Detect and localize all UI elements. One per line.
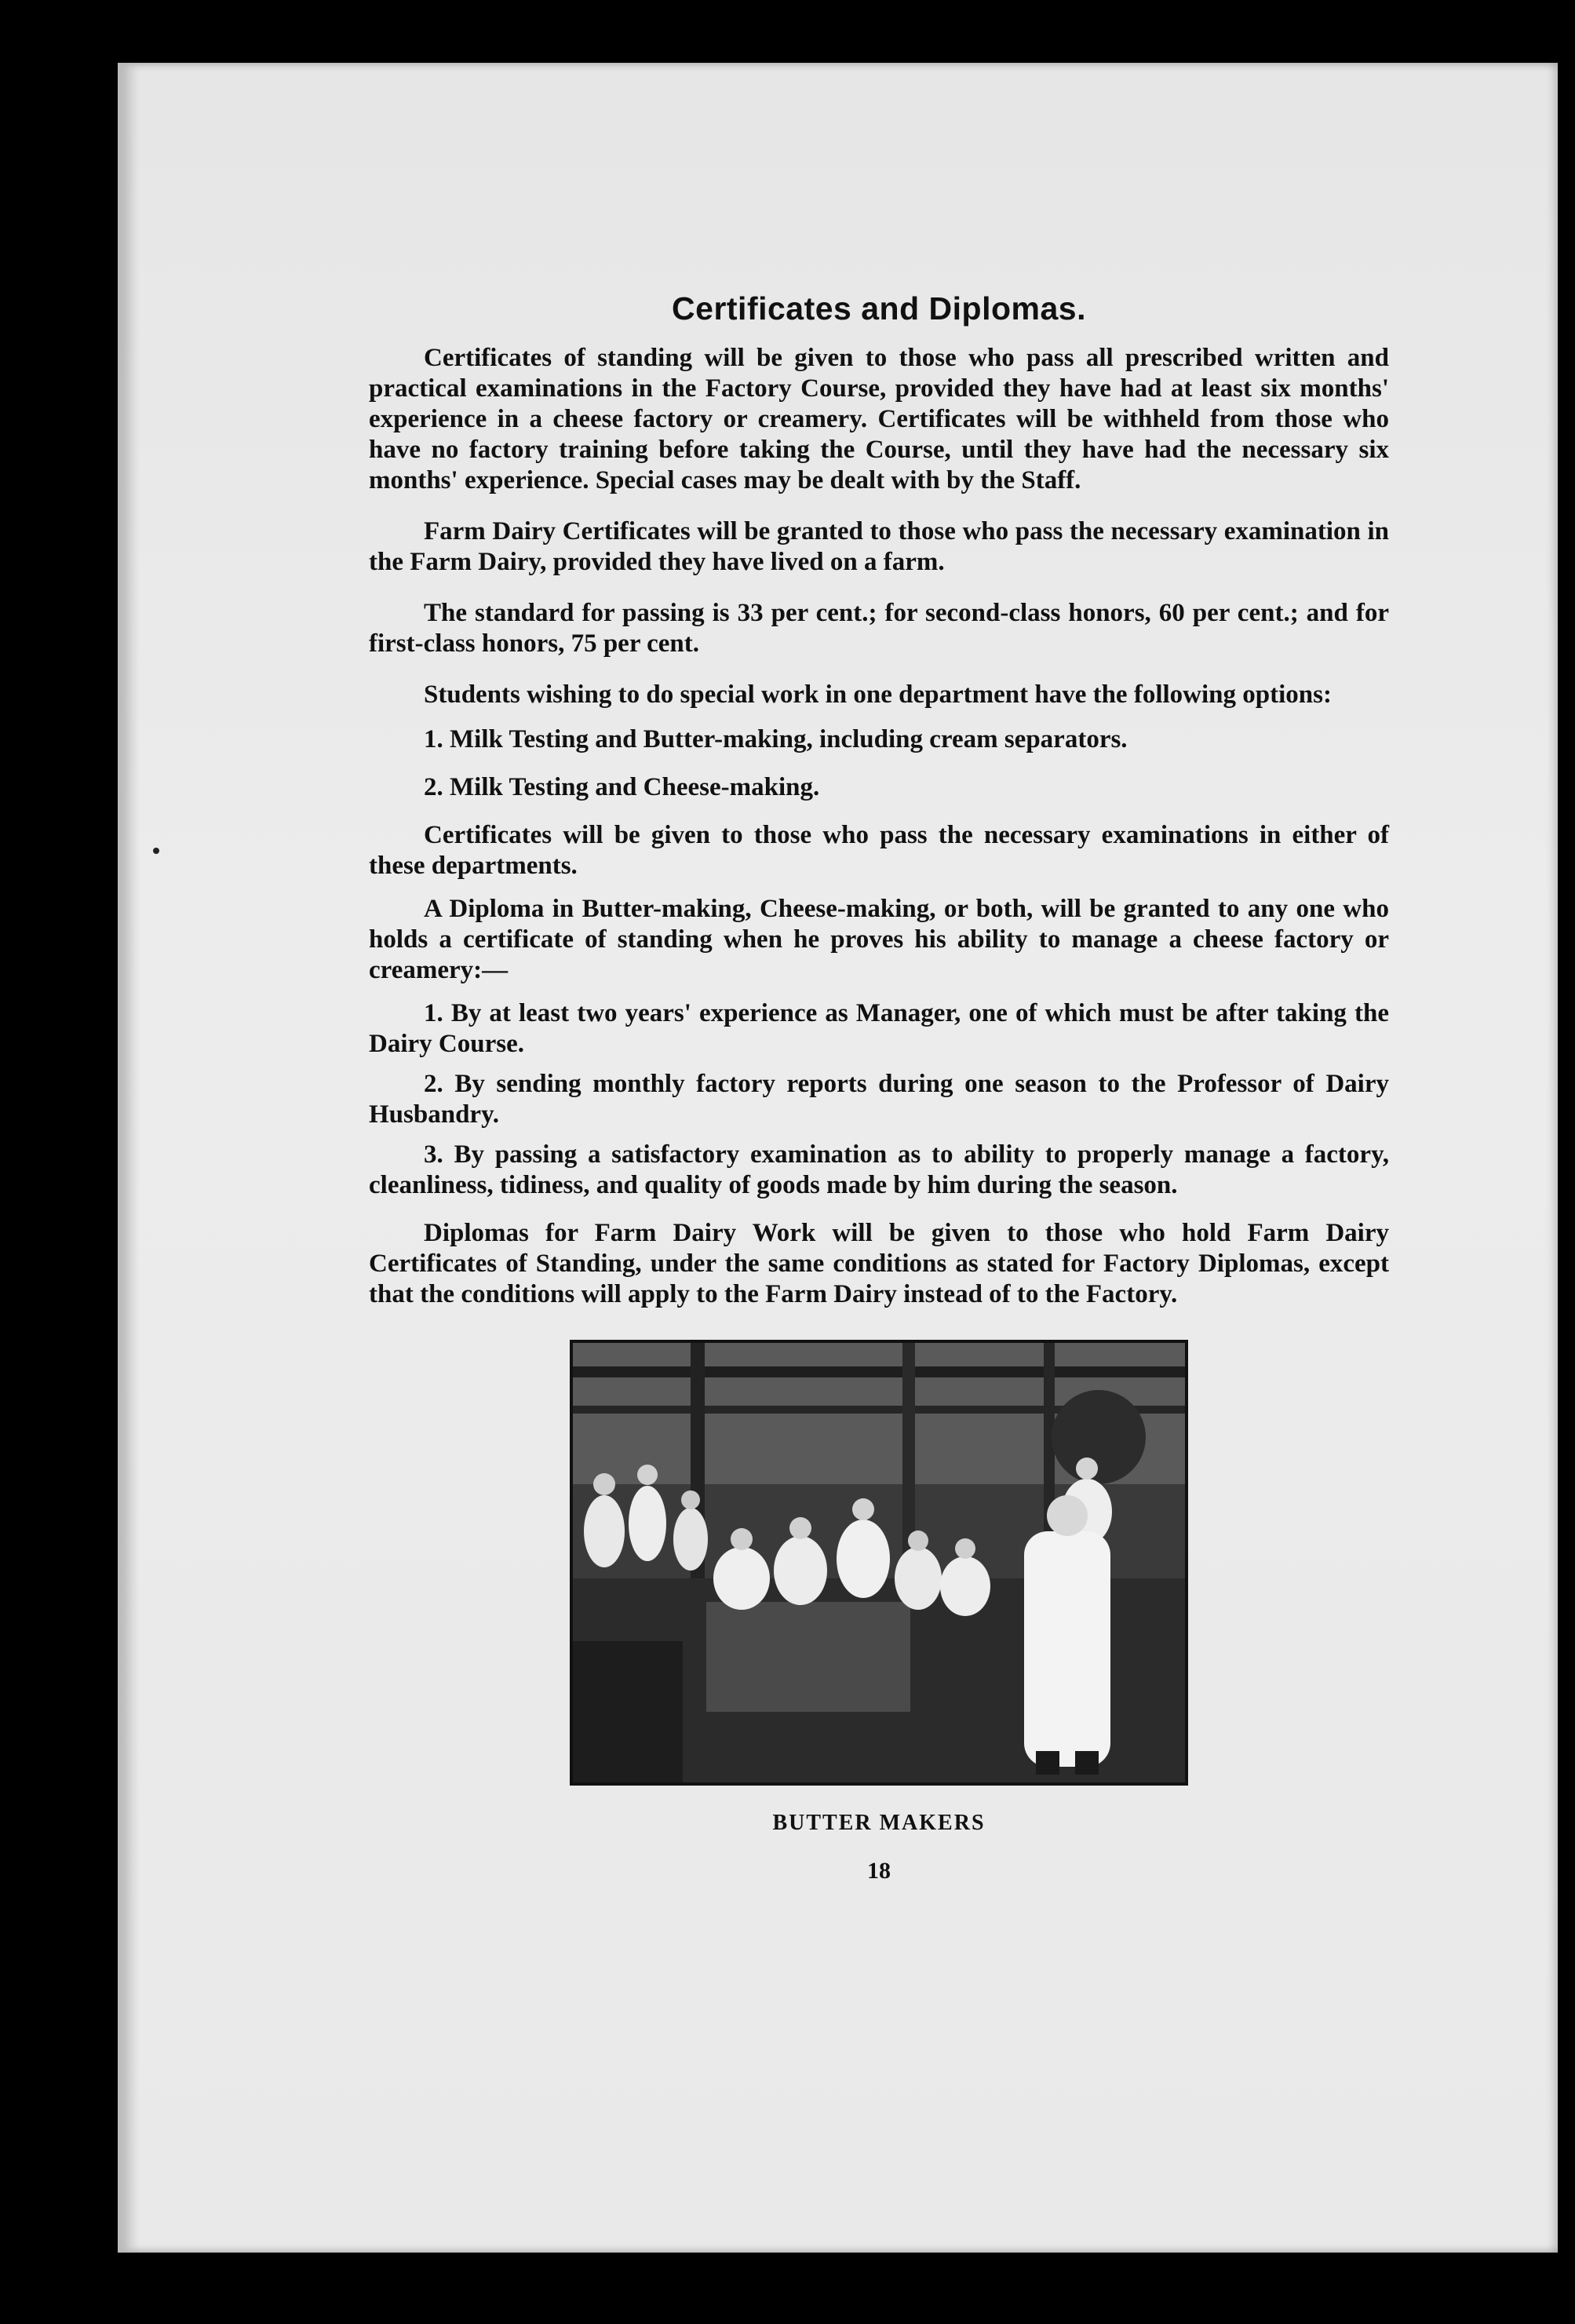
paragraph-farm-dairy-diplomas: Diplomas for Farm Dairy Work will be given to those who hold Farm Dairy Certificates of Standing, under the same conditions as stated for Factory Diplomas, except that the conditions will apply to the Farm Dairy instead of to the Factory. (369, 1219, 1389, 1308)
page-content (369, 290, 1389, 1884)
photo-illustration (573, 1343, 1185, 1782)
paragraph-farm-dairy-certificates: Farm Dairy Certificates will be granted to those who pass the necessary examination in the Farm Dairy, provided they have lived on a farm. (369, 517, 1389, 576)
paragraph-special-work-options: Students wishing to do special work in one department have the following options: (424, 680, 1332, 709)
paragraph-certificates-standing: Certificates of standing will be given to those who pass all prescribed written and practical examinations in the Factory Course, provided they have had at least six months' experience in a cheese factory or creamery. Certificates will be withheld from those who have no factory training before taking the Course, until they have had the necessary six months' experience. Special cases may be dealt with by the Staff. (369, 344, 1389, 494)
option-item-1: 1. Milk Testing and Butter-making, including cream separators. (424, 725, 1128, 753)
requirement-item-2: 2. By sending monthly factory reports during one season to the Professor of Dairy Husbandry. (369, 1070, 1389, 1129)
page-title: Certificates and Diplomas. (672, 290, 1086, 327)
requirement-item-3: 3. By passing a satisfactory examination as to ability to properly manage a factory, cleanliness, tidiness, and quality of goods made by him during the season. (369, 1140, 1389, 1199)
butter-makers-photo (570, 1340, 1188, 1786)
requirement-item-1: 1. By at least two years' experience as Manager, one of which must be after taking the Dairy Course. (369, 999, 1389, 1058)
option-item-2: 2. Milk Testing and Cheese-making. (424, 773, 820, 801)
scanned-page (118, 63, 1558, 2253)
paragraph-diploma-requirements: A Diploma in Butter-making, Cheese-making, or both, will be granted to any one who holds a certificate of standing when he proves his ability to manage a cheese factory or creamery:— (369, 895, 1389, 984)
figure-caption: BUTTER MAKERS (772, 1811, 986, 1835)
scan-speck (153, 848, 159, 854)
page-number: 18 (867, 1858, 891, 1884)
paragraph-department-certificates: Certificates will be given to those who pass the necessary examinations in either of these departments. (369, 821, 1389, 880)
paragraph-passing-standard: The standard for passing is 33 per cent.; for second-class honors, 60 per cent.; and for first-class honors, 75 per cent. (369, 599, 1389, 658)
